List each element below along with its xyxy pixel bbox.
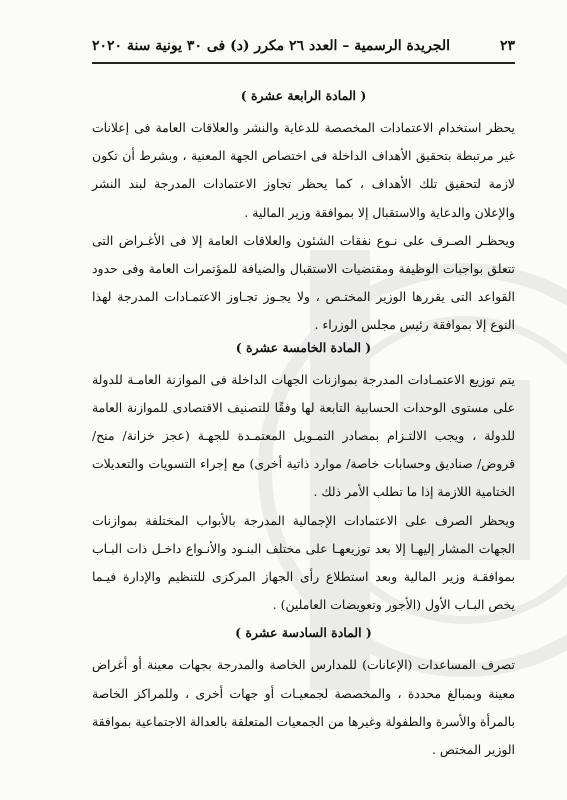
article-heading: ( المادة السادسة عشرة ) <box>235 625 372 641</box>
paragraph: تصرف المساعدات (الإعانات) للمدارس الخاصة والمدرجة بجهات معينة أو أغراض معينة وبمبالغ محددة ، والمخصصة لجمعيـات أو جهات أخرى ، وللمراكز الخاصة بالمرأة والأسرة والطفولة وغيرها من الجمعيات المتعلقة بالعدالة الاجتماعية بموافقة الوزير المختص . <box>92 657 515 758</box>
paragraph: ويحظـر الصـرف على نـوع نفقات الشئون والعلاقات العامة إلا فى الأغـراض التى تتعلق بواجبات الوظيفة ومقتضيات الاستقبال والضيافة للمؤتمرات العامة وفى حدود القواعد التى يقررها الوزير المختـص ، ولا يجـوز تجـاوز الاعتمـادات المدرجة لهذا النوع إلا بموافقة رئيس مجلس الوزراء . <box>92 232 515 333</box>
paragraph: يتم توزيع الاعتمـادات المدرجة بموازنات الجهات الداخلة فى الموازنة العامـة للدولة على مستوى الوحدات الحسابية التابعة لها وفقًا للتصنيف الاقتصادى للموازنة العامة للدولة ، ويجب الالتـزام بمصادر التمـويل المعتمـدة للجهـة (عجز خزانة/ منح/ قروض/ صناديق وحسابات خاصة/ موارد ذاتية أخرى) مع إجراء التسويات والتعديلات الختامية اللازمة إذا ما تطلب الأمر ذلك . <box>92 371 515 500</box>
document-body <box>92 88 515 764</box>
article-15 <box>92 340 515 620</box>
paragraph: ويحظر الصرف على الاعتمادات الإجمالية المدرجة بالأبواب المختلفة بموازنات الجهات المشار إليهـا إلا بعد توزيعهـا على مختلف البنـود والأنـواع داخـل ذات البـاب بموافقـة وزير المالية وبعد استطلاع رأى الجهاز المركزى للتنظيم والإدارة فيـما يخص البـاب الأول (الأجور وتعويضات العاملين) . <box>92 512 515 613</box>
header-rule <box>92 62 515 64</box>
article-14 <box>92 88 515 340</box>
gazette-title: الجريدة الرسمية – العدد ٢٦ مكرر (د) فى ٣٠ يونية سنة ٢٠٢٠ <box>92 38 450 54</box>
page-number: ٢٣ <box>499 38 515 54</box>
article-heading: ( المادة الخامسة عشرة ) <box>235 339 372 355</box>
article-16 <box>92 625 515 764</box>
paragraph: يحظر استخدام الاعتمادات المخصصة للدعاية والنشر والعلاقات العامة فى إعلانات غير مرتبطة بتحقيق الأهداف الداخلة فى اختصاص الجهة المعنية ، وبشرط أن تكون لازمة لتحقيق تلك الأهداف ، كما يحظر تجاوز الاعتمادات المدرجة لبند النشر والإعلان والدعاية والاستقبال إلا بموافقة وزير المالية . <box>92 120 515 220</box>
page-header <box>92 38 515 54</box>
article-heading: ( المادة الرابعة عشرة ) <box>240 88 367 103</box>
